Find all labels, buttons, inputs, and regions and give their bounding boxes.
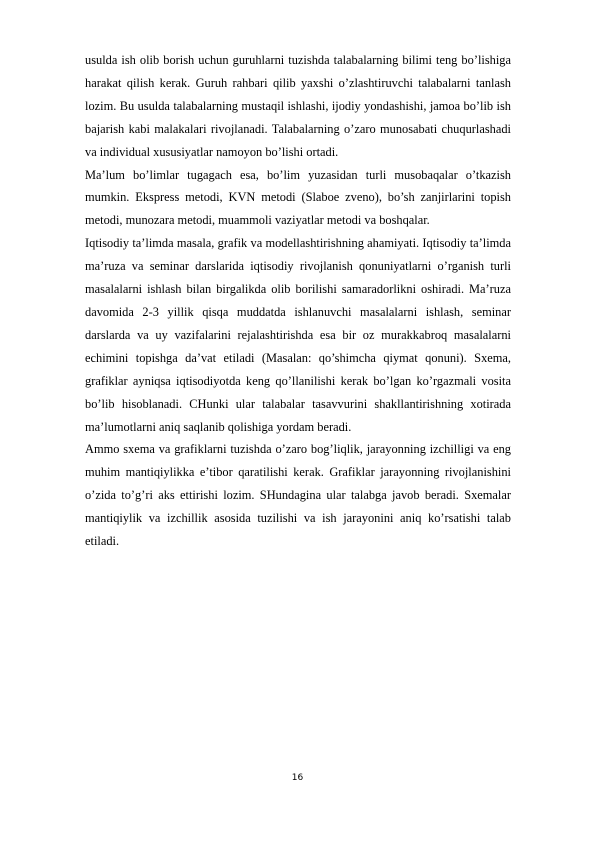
paragraph-schemes-graphs: Ammo sxema va grafiklarni tuzishda o’zaro bog’liqlik, jarayonning izchilligi va eng muhim mantiqiylikka e’tibor qaratilishi kerak. Grafiklar jarayonning rivojlanishini o’zida to’g’ri aks ettirishi lozim. SHundagina ular talabga javob beradi. Sxemalar mantiqiylik va izchillik asosida tuzilishi va ish jarayonini aniq ko’rsatishi talab etiladi. <box>85 442 511 549</box>
paragraph-economic-education: Iqtisodiy ta’limda masala, grafik va modellashtirishning ahamiyati. Iqtisodiy ta’limda ma’ruza va seminar darslarida iqtisodiy rivojlanish qonuniyatlarni o’rganish turli masalalarni ishlash bilan birgalikda olib borilishi samaradorlikni oshiradi. Ma’ruza davomida 2-3 yillik qisqa muddatda ishlanuvchi masalalarni ishlash, seminar darslarda va uy vazifalarini rejalashtirishda esa bir oz murakkabroq masalalarni echimini topishga da’vat etiladi (Masalan: qo’shimcha qiymat qonuni). Sxema, grafiklar ayniqsa iqtisodiyotda keng qo’llanilishi kerak bo’lgan ko’rgazmali vosita bo’lib hisoblanadi. CHunki ular talabalar tasavvurini shakllantirishning xotirada ma’lumotlarni aniq saqlanib qolishiga yordam beradi. <box>85 236 511 434</box>
paragraph-competitions: Ma’lum bo’limlar tugagach esa, bo’lim yuzasidan turli musobaqalar o’tkazish mumkin. Ekspress metodi, KVN metodi (Slaboe zveno), bo’sh zanjirlarini topish metodi, munozara metodi, muammoli vaziyatlar metodi va boshqalar. <box>85 167 511 228</box>
page-number: 16 <box>291 773 304 783</box>
document-body <box>85 49 511 553</box>
paragraph-group-work: usulda ish olib borish uchun guruhlarni tuzishda talabalarning bilimi teng bo’lishiga harakat qilish kerak. Guruh rahbari qilib yaxshi o’zlashtiruvchi talabalarni tanlash lozim. Bu usulda talabalarning mustaqil ishlashi, ijodiy yondashishi, jamoa bo’lib ish bajarish kabi malakalari rivojlanadi. Talabalarning o’zaro munosabati chuqurlashadi va individual xususiyatlar namoyon bo’lishi ortadi. <box>85 53 511 159</box>
